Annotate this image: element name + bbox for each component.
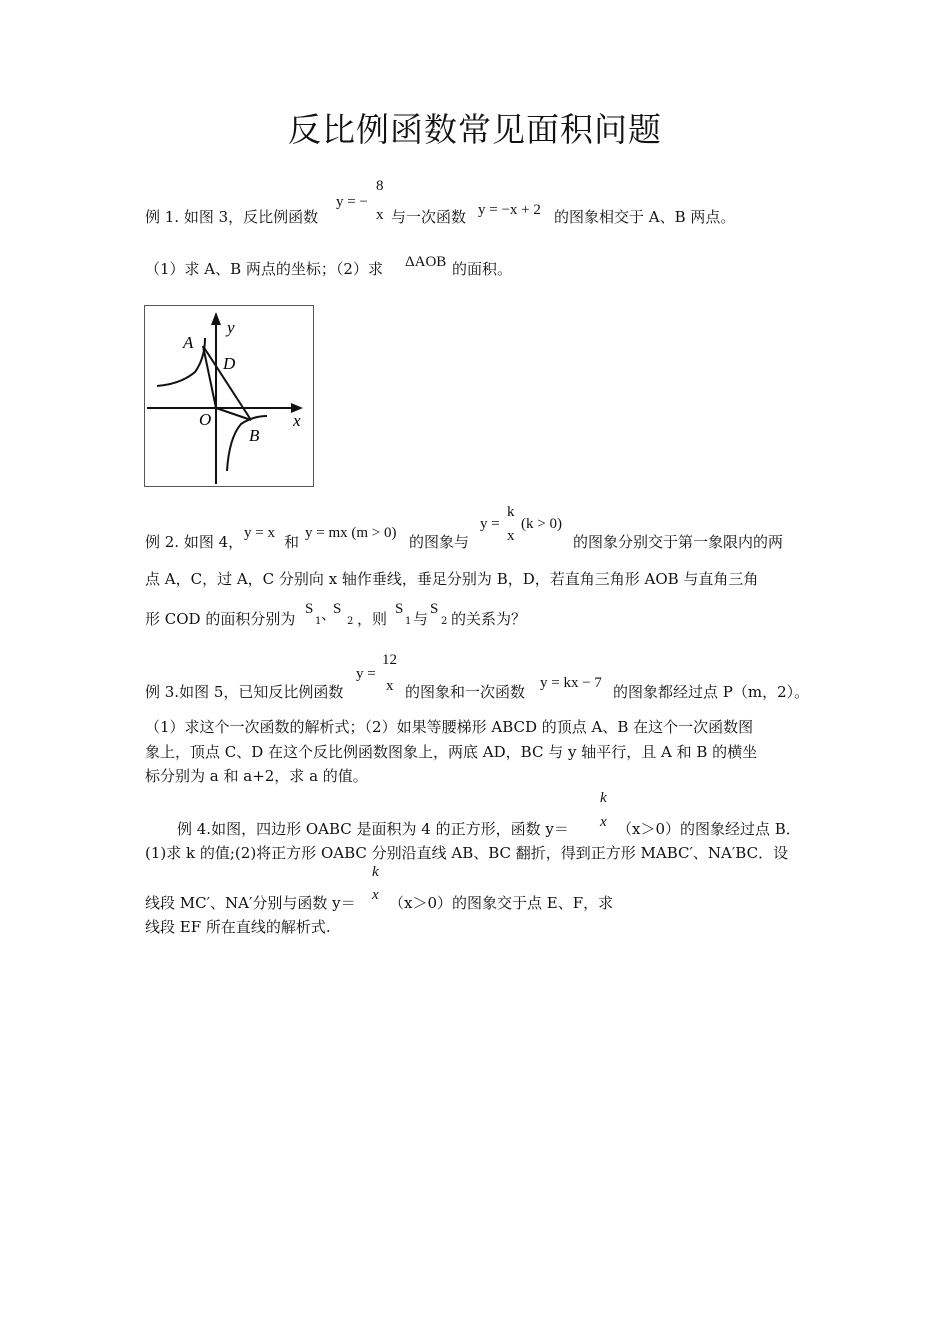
page-title: 反比例函数常见面积问题 (288, 110, 662, 149)
ex1-question-b: 的面积。 (452, 260, 513, 278)
y-axis-arrow (211, 312, 221, 325)
ex1-tail-text: 的图象相交于 A、B 两点。 (554, 208, 736, 226)
ex2-s2b-subscript: 2 (441, 616, 448, 627)
ex2-label: 例 2. 如图 4， (145, 533, 244, 551)
ex2-s2-subscript: 2 (347, 616, 354, 627)
ex3-line4: 标分别为 a 和 a+2，求 a 的值。 (145, 767, 368, 785)
ex4-x1: x (600, 814, 607, 830)
ex2-formula3-lhs: y = (480, 516, 500, 532)
ex1-formula1-lhs: y = − (336, 194, 368, 210)
ex1-label: 例 1. 如图 3，反比例函数 (145, 208, 319, 226)
ex2-mid-text: 的图象与 (409, 533, 470, 551)
ex2-line3-b: ，则 (357, 610, 388, 628)
ex3-formula1-lhs: y = (356, 666, 376, 682)
segment-ob (216, 408, 251, 420)
ex3-line2: （1）求这个一次函数的解析式；（2）如果等腰梯形 ABCD 的顶点 A、B 在这个一次函数图 (145, 718, 754, 736)
ex2-formula3-condition: (k > 0) (521, 516, 562, 532)
label-b: B (249, 426, 260, 445)
ex4-line2: (1)求 k 的值;(2)将正方形 OABC 分别沿直线 AB、BC 翻折，得到正方形 MABC′、NA′BC．设 (145, 844, 789, 862)
label-y: y (227, 318, 235, 337)
ex4-line4: 线段 EF 所在直线的解析式. (145, 918, 331, 936)
label-d: D (223, 354, 236, 373)
ex1-mid-text: 与一次函数 (391, 208, 467, 226)
ex2-and: 和 (284, 533, 300, 551)
hyperbola-branch-left (157, 338, 205, 386)
ex2-tail-text: 的图象分别交于第一象限内的两 (573, 533, 784, 551)
label-a: A (183, 333, 194, 352)
ex3-formula2: y = kx − 7 (540, 675, 602, 691)
ex3-formula1-denominator: x (386, 678, 394, 694)
ex2-formula3-numerator: k (507, 504, 515, 520)
ex4-k1: k (600, 790, 607, 806)
ex1-triangle: ΔAOB (405, 254, 447, 270)
ex3-line3: 象上，顶点 C、D 在这个反比例函数图象上，两底 AD，BC 与 y 轴平行，且 A 和 B 的横坐 (145, 743, 758, 761)
ex2-line3-a: 形 COD 的面积分别为 (145, 610, 296, 628)
ex1-formula1-numerator: 8 (376, 178, 384, 194)
ex2-s1b-letter: S (395, 601, 404, 617)
ex2-s1-letter: S (305, 601, 314, 617)
ex2-separator: 、 (321, 605, 337, 623)
ex1-figure (144, 305, 314, 487)
ex4-k2: k (372, 864, 379, 880)
ex4-line1-b: （x＞0）的图象经过点 B． (617, 820, 801, 838)
hyperbola-branch-right (227, 416, 267, 471)
ex4-line3-b: （x＞0）的图象交于点 E、F，求 (389, 894, 614, 912)
ex4-x2: x (372, 887, 379, 903)
ex2-line3-d: 的关系为？ (451, 610, 527, 628)
ex2-s1-subscript: 1 (315, 616, 322, 627)
ex2-formula3-denominator: x (507, 528, 515, 544)
ex1-question-a: （1）求 A、B 两点的坐标；（2）求 (145, 260, 383, 278)
ex2-s2-letter: S (333, 601, 342, 617)
ex2-s1b-subscript: 1 (405, 616, 412, 627)
ex3-label: 例 3.如图 5，已知反比例函数 (145, 683, 344, 701)
ex2-formula1: y = x (244, 525, 275, 541)
ex1-formula1-denominator: x (376, 207, 384, 223)
ex4-line3-a: 线段 MC′、NA′分别与函数 y＝ (145, 894, 356, 912)
ex3-formula1-numerator: 12 (382, 652, 397, 668)
label-o: O (199, 410, 212, 429)
ex1-formula2: y = −x + 2 (478, 202, 541, 218)
hyperbola-graph (145, 306, 313, 486)
ex2-line3-c: 与 (413, 610, 429, 628)
label-x: x (293, 411, 301, 430)
ex4-line1-a: 例 4.如图，四边形 OABC 是面积为 4 的正方形，函数 y＝ (177, 820, 569, 838)
ex3-tail-text: 的图象都经过点 P（m，2）。 (613, 683, 810, 701)
ex2-s2b-letter: S (430, 601, 439, 617)
ex2-line2: 点 A，C，过 A，C 分别向 x 轴作垂线，垂足分别为 B，D，若直角三角形 AOB 与直角三角 (145, 570, 759, 588)
ex2-formula2: y = mx (m > 0) (305, 525, 397, 541)
ex3-mid-text: 的图象和一次函数 (405, 683, 526, 701)
